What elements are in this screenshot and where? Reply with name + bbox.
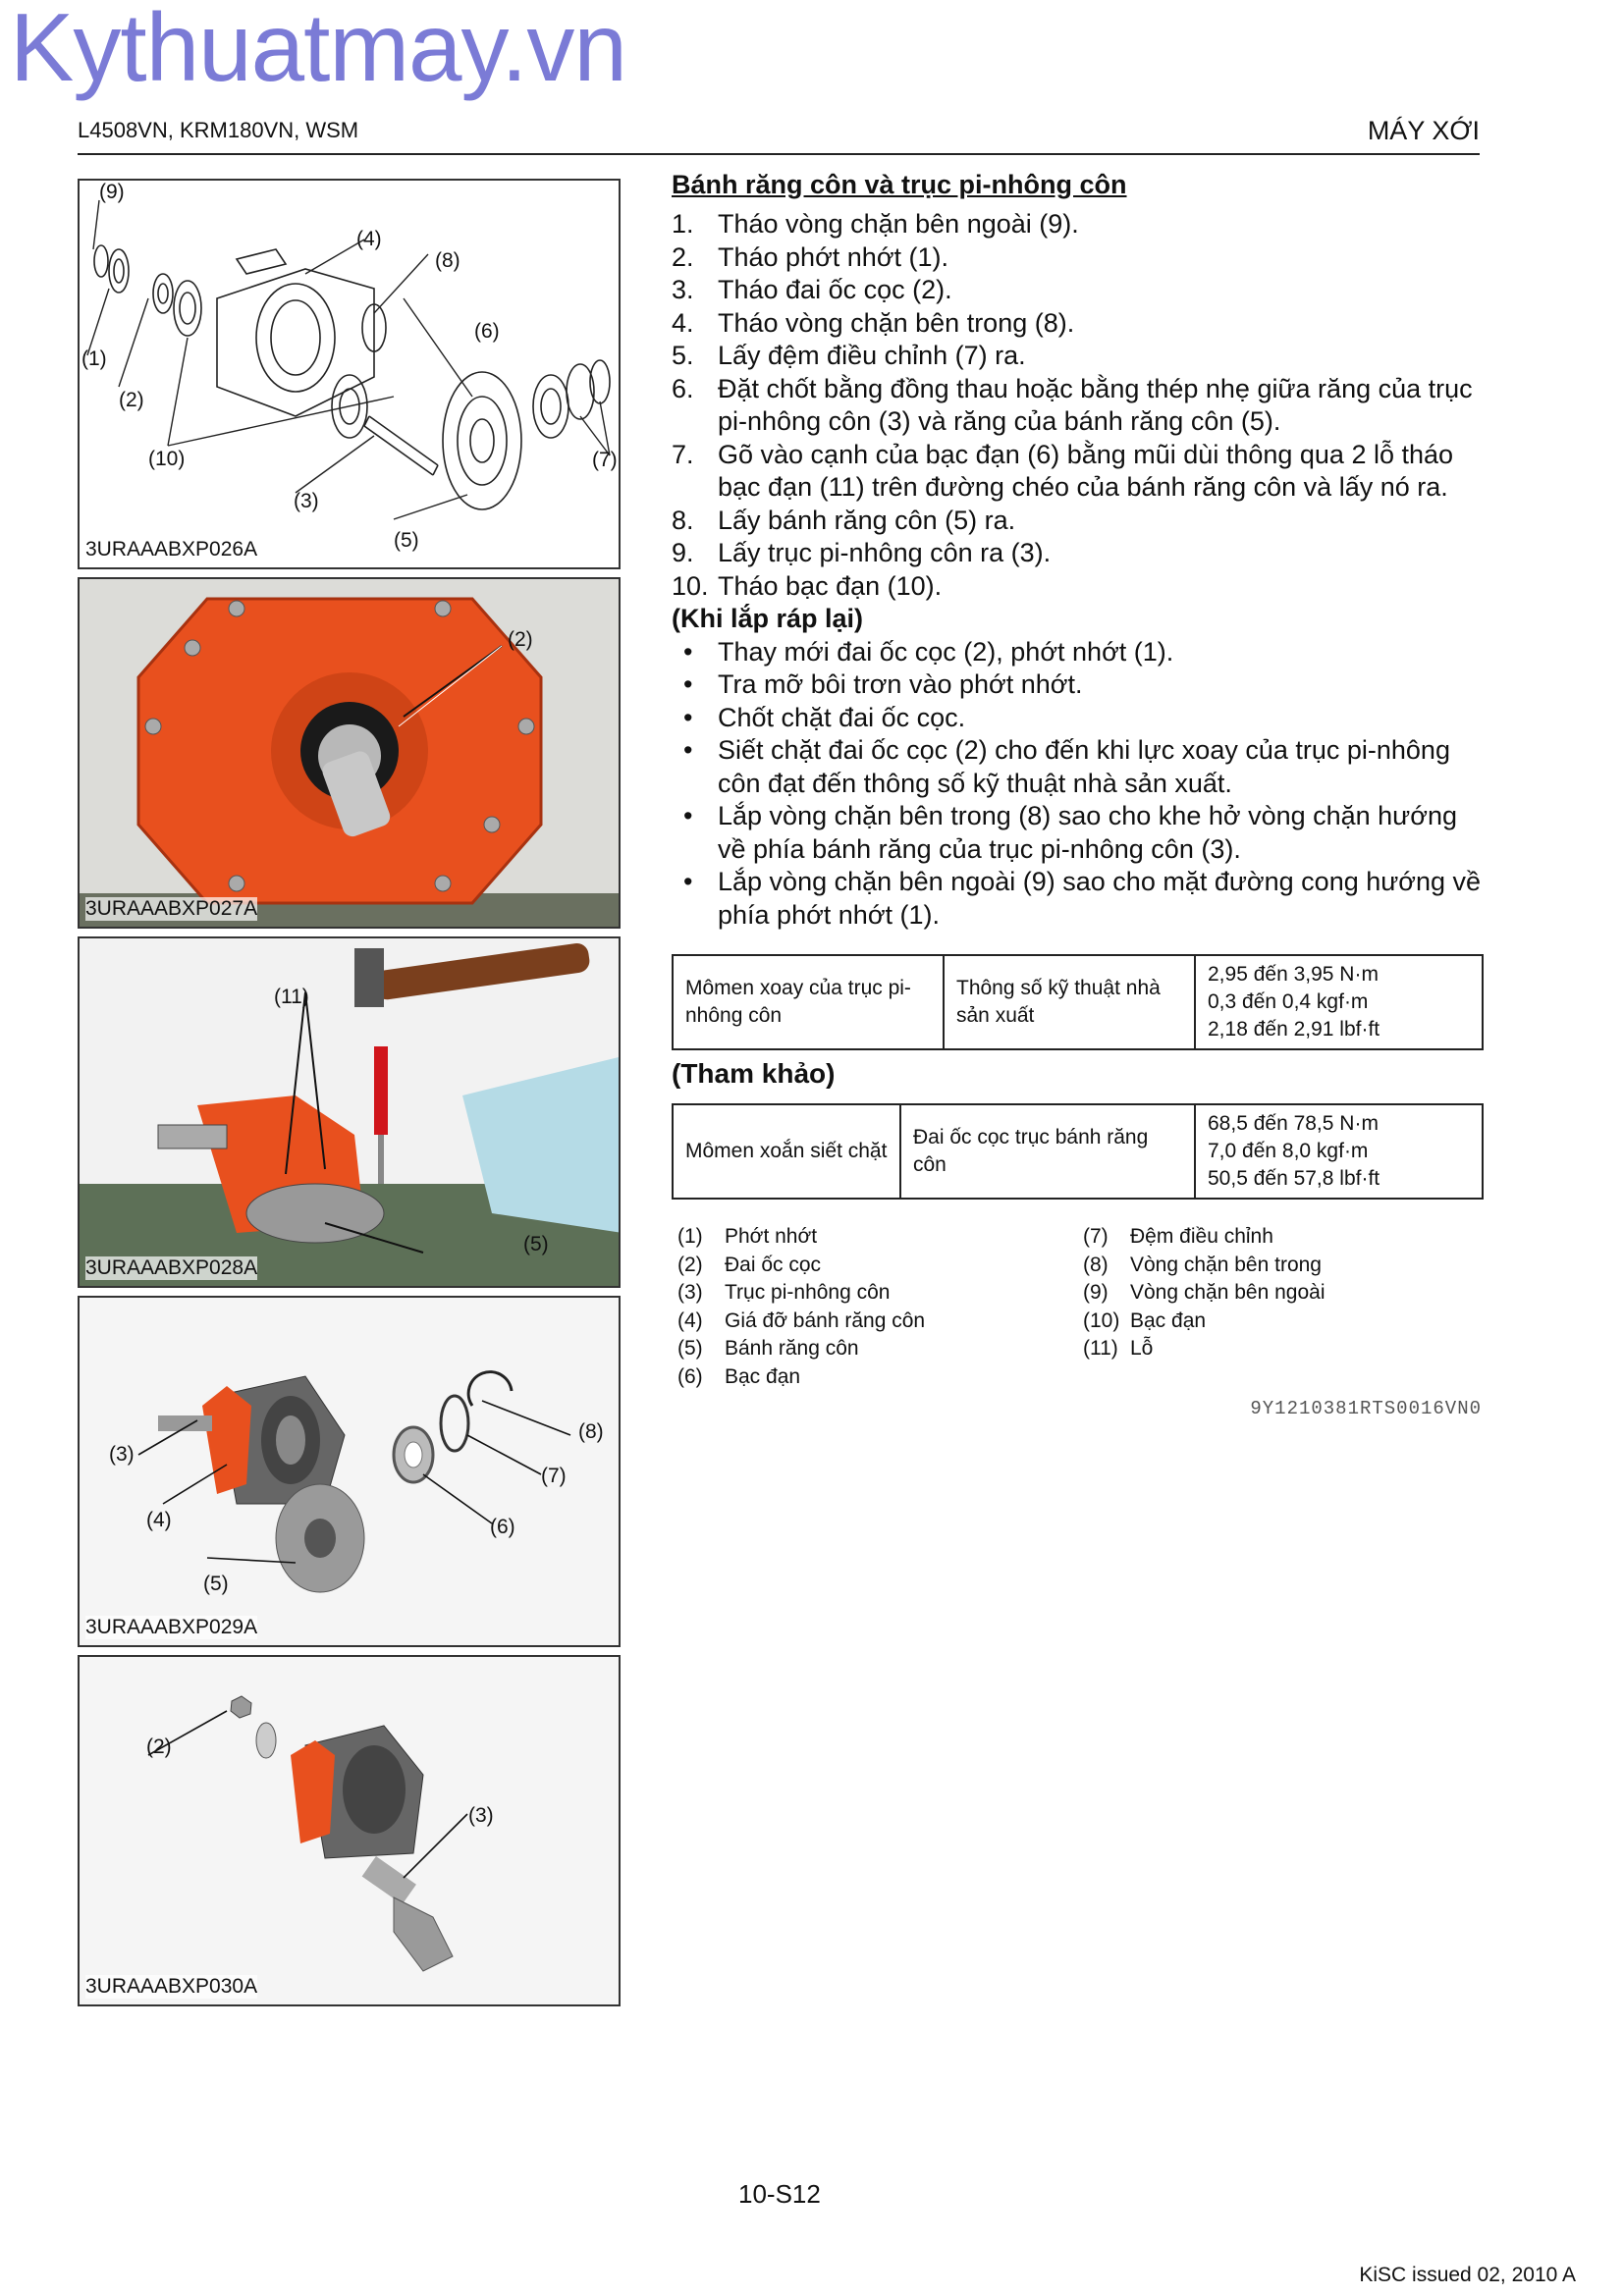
header-section: MÁY XỚI: [1367, 116, 1480, 145]
callout-2: (2): [508, 628, 533, 651]
spec-table-rotation-torque: [672, 954, 1484, 1050]
exploded-drawing: [80, 181, 621, 569]
callout-10: (10): [148, 448, 186, 470]
figure-code: 3URAAABXP030A: [85, 1975, 258, 1998]
legend-item: (7) Đệm điều chỉnh: [1083, 1225, 1273, 1248]
document-code: 9Y1210381RTS0016VN0: [1250, 1398, 1482, 1419]
spec-values: 68,5 đến 78,5 N·m 7,0 đến 8,0 kgf·m 50,5 đến 57,8 lbf·ft: [1195, 1104, 1483, 1199]
legend-item: (8) Vòng chặn bên trong: [1083, 1253, 1322, 1276]
legend-item: (10) Bạc đạn: [1083, 1308, 1207, 1332]
callout-6: (6): [474, 320, 500, 343]
step-item: 9. Lấy trục pi-nhông côn ra (3).: [672, 538, 1052, 567]
step-item: 5. Lấy đệm điều chỉnh (7) ra.: [672, 341, 1026, 370]
callout-11: (11): [274, 986, 309, 1008]
callout-4: (4): [146, 1509, 172, 1531]
callout-9: (9): [99, 181, 125, 203]
figure-gear-parts: [78, 1296, 621, 1647]
bullet-item: • Lắp vòng chặn bên trong (8) sao cho khe hở vòng chặn hướng về phía bánh răng của trục pi-nhông côn (3).: [683, 801, 1457, 864]
bullet-item: • Thay mới đai ốc cọc (2), phớt nhớt (1).: [683, 636, 1174, 667]
step-item: 3. Tháo đai ốc cọc (2).: [672, 275, 952, 304]
page-number: 10-S12: [738, 2179, 821, 2209]
spec-values: 2,95 đến 3,95 N·m 0,3 đến 0,4 kgf·m 2,18 đến 2,91 lbf·ft: [1195, 955, 1483, 1049]
legend-right: [1083, 1223, 1325, 1363]
callout-5: (5): [523, 1233, 549, 1255]
pinion-shaft-photo: [80, 1657, 621, 2006]
bullet-item: • Tra mỡ bôi trơn vào phớt nhớt.: [683, 669, 1083, 699]
callout-3: (3): [294, 490, 319, 512]
figure-housing-photo: [78, 577, 621, 929]
step-item: 1. Tháo vòng chặn bên ngoài (9).: [672, 209, 1079, 239]
legend-item: (1) Phớt nhớt: [677, 1225, 818, 1248]
callout-5: (5): [203, 1573, 229, 1595]
figure-punch-photo: [78, 936, 621, 1288]
reassembly-title: (Khi lắp ráp lại): [672, 604, 864, 633]
procedure-column: [672, 170, 1487, 932]
figure-code: 3URAAABXP027A: [85, 897, 258, 920]
figure-code: 3URAAABXP029A: [85, 1616, 258, 1638]
legend-left: [677, 1223, 925, 1391]
callout-5: (5): [394, 529, 419, 552]
figure-pinion-shaft: [78, 1655, 621, 2006]
header-rule: [78, 153, 1480, 155]
reference-title: (Tham khảo): [672, 1058, 836, 1089]
callout-6: (6): [490, 1516, 515, 1538]
callout-8: (8): [435, 249, 460, 272]
section-title: Bánh răng côn và trục pi-nhông côn: [672, 170, 1127, 199]
legend-item: (4) Giá đỡ bánh răng côn: [677, 1308, 926, 1332]
housing-photo: [80, 579, 621, 929]
legend-item: (5) Bánh răng côn: [677, 1337, 859, 1360]
callout-3: (3): [109, 1443, 135, 1466]
header-model: L4508VN, KRM180VN, WSM: [78, 118, 359, 142]
spec-label: Mômen xoay của trục pi-nhông côn: [673, 955, 944, 1049]
callout-2: (2): [119, 389, 144, 411]
callout-7: (7): [541, 1465, 567, 1487]
step-item: 6. Đặt chốt bằng đồng thau hoặc bằng thép nhẹ giữa răng của trục pi-nhông côn (3) và răng của bánh răng côn (5).: [672, 373, 1473, 436]
callout-2: (2): [146, 1735, 172, 1758]
callout-3: (3): [468, 1804, 494, 1827]
step-item: 8. Lấy bánh răng côn (5) ra.: [672, 505, 1016, 535]
callout-8: (8): [578, 1420, 604, 1443]
callout-1: (1): [81, 347, 107, 370]
step-item: 2. Tháo phớt nhớt (1).: [672, 241, 949, 272]
spec-item: Đai ốc cọc trục bánh răng côn: [900, 1104, 1195, 1199]
reassembly-list: [672, 636, 1487, 933]
issue-note: KiSC issued 02, 2010 A: [1359, 2264, 1576, 2286]
bullet-item: • Chốt chặt đai ốc cọc.: [683, 702, 966, 732]
gear-parts-photo: [80, 1298, 621, 1647]
bullet-item: • Lắp vòng chặn bên ngoài (9) sao cho mặt đường cong hướng về phía phớt nhớt (1).: [683, 867, 1482, 930]
legend-item: (11) Lỗ: [1083, 1337, 1154, 1360]
watermark: Kythuatmay.vn: [10, 0, 626, 101]
step-item: 10. Tháo bạc đạn (10).: [672, 570, 943, 601]
figure-code: 3URAAABXP026A: [85, 538, 258, 561]
step-item: 4. Tháo vòng chặn bên trong (8).: [672, 307, 1075, 338]
figure-code: 3URAAABXP028A: [85, 1256, 258, 1279]
step-list: [672, 208, 1487, 603]
bullet-item: • Siết chặt đai ốc cọc (2) cho đến khi lực xoay của trục pi-nhông côn đạt đến thông số kỹ thuật nhà sản xuất.: [683, 735, 1450, 798]
callout-4: (4): [356, 228, 382, 250]
step-item: 7. Gõ vào cạnh của bạc đạn (6) bằng mũi dùi thông qua 2 lỗ tháo bạc đạn (11) trên đường chéo của bánh răng côn và lấy nó ra.: [672, 439, 1454, 502]
spec-label: Mômen xoắn siết chặt: [673, 1104, 900, 1199]
legend-item: (6) Bạc đạn: [677, 1364, 801, 1388]
spec-table-tightening-torque: [672, 1103, 1484, 1200]
legend-item: (9) Vòng chặn bên ngoài: [1083, 1281, 1325, 1304]
callout-7: (7): [592, 449, 618, 471]
legend-item: (2) Đai ốc cọc: [677, 1253, 822, 1276]
spec-type: Thông số kỹ thuật nhà sản xuất: [944, 955, 1195, 1049]
figure-exploded-diagram: [78, 179, 621, 569]
legend-item: (3) Trục pi-nhông côn: [677, 1281, 891, 1304]
